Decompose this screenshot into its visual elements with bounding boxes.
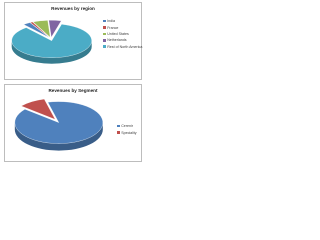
chart-revenues-by-segment (4, 84, 142, 162)
legend (117, 123, 137, 136)
legend-swatch (103, 20, 106, 23)
chart-revenues-by-region (4, 2, 142, 80)
chart-title: Revenues by Segment (48, 88, 98, 93)
legend-swatch (103, 45, 106, 48)
legend-swatch (117, 131, 120, 134)
legend-label: Cerenir (121, 124, 133, 129)
legend-swatch (103, 26, 106, 29)
legend-label: Rest of North America (107, 44, 143, 49)
legend-label: Speciality (121, 130, 137, 135)
chart-title: Revenues by region (51, 6, 95, 11)
legend-item (103, 44, 142, 50)
legend-label: United States (107, 31, 129, 36)
legend (103, 18, 142, 50)
legend-swatch (103, 33, 106, 36)
legend-swatch (103, 39, 106, 42)
legend-label: Netherlands (107, 38, 127, 43)
legend-item (117, 129, 137, 135)
legend-label: India (107, 19, 115, 24)
legend-swatch (117, 125, 120, 128)
legend-label: France (107, 25, 119, 30)
